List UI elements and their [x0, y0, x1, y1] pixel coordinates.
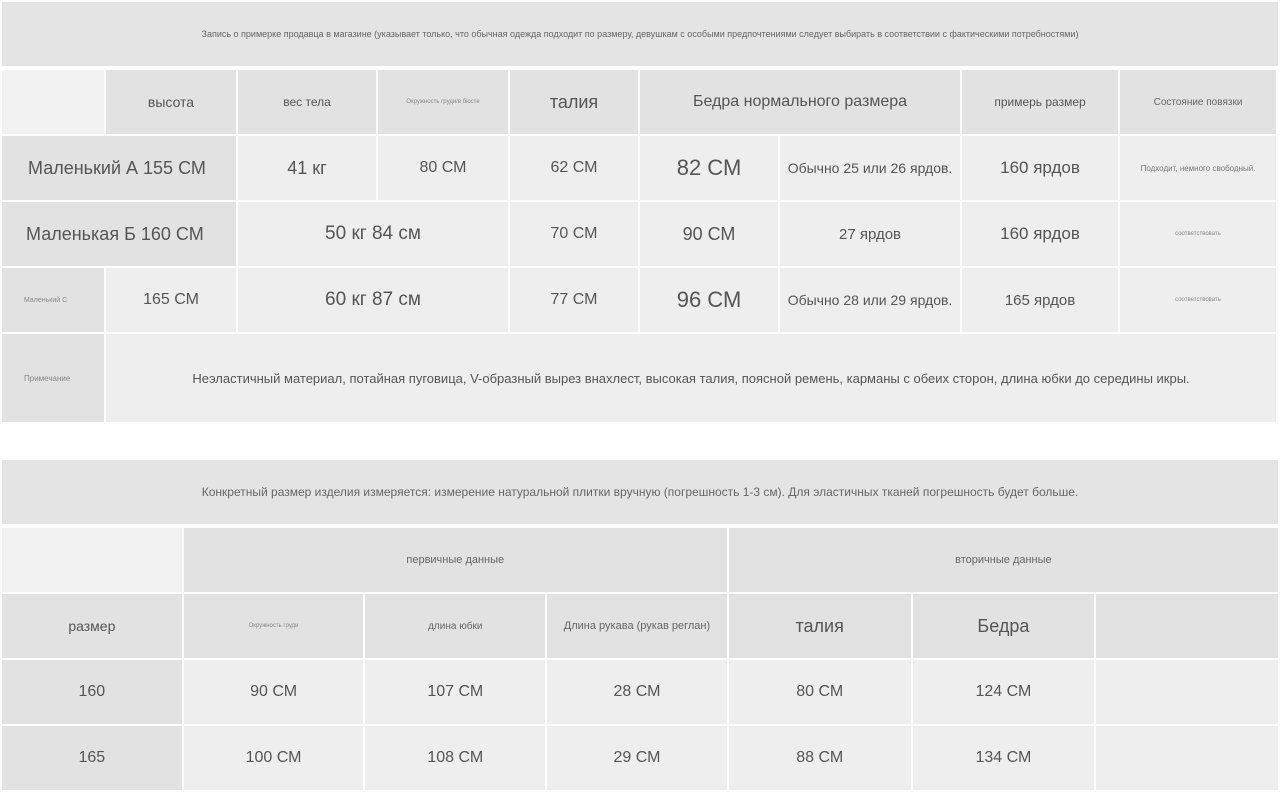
row-c-weight-bust: 60 кг 87 см	[238, 268, 508, 332]
size-165-label: 165	[2, 726, 182, 790]
header-waist: талия	[510, 70, 638, 134]
note-label: Примечание	[2, 334, 104, 422]
size-160-empty	[1096, 660, 1278, 724]
header-height: высота	[106, 70, 236, 134]
note-text: Неэластичный материал, потайная пуговица, V-образный вырез внахлест, высокая талия, поясной ремень, карманы с обеих сторон, длина юбки до середины икры.	[106, 334, 1276, 422]
header-fit-status: Состояние повязки	[1120, 70, 1276, 134]
row-b-label: Маленькая Б 160 СМ	[2, 202, 236, 266]
header-bust: Окружность груди/в бюсте	[378, 70, 508, 134]
row-a-fit: Подходит, немного свободный.	[1120, 136, 1276, 200]
size-160-label: 160	[2, 660, 182, 724]
fitting-row-b	[2, 202, 1276, 266]
row-b-weight-bust: 50 кг 84 см	[238, 202, 508, 266]
size-165-skirt: 108 СМ	[365, 726, 545, 790]
header-size: размер	[2, 594, 182, 658]
group-primary-data: первичные данные	[184, 528, 727, 592]
size-165-hips: 134 СМ	[913, 726, 1095, 790]
row-c-hips: 96 СМ	[640, 268, 778, 332]
row-c-label: Маленький С	[2, 268, 104, 332]
size-row-165	[2, 726, 1278, 790]
header-tryon-size: примерь размер	[962, 70, 1118, 134]
row-c-height: 165 СМ	[106, 268, 236, 332]
product-size-table	[0, 526, 1280, 792]
size-header-row	[2, 594, 1278, 658]
fitting-table	[0, 68, 1278, 424]
header-sleeve-length: Длина рукава (рукав реглан)	[547, 594, 727, 658]
row-a-waist: 62 СМ	[510, 136, 638, 200]
header-empty-cell	[1096, 594, 1278, 658]
row-b-hips: 90 СМ	[640, 202, 778, 266]
size-160-sleeve: 28 СМ	[547, 660, 727, 724]
row-a-tryon: 160 ярдов	[962, 136, 1118, 200]
size-160-waist: 80 СМ	[729, 660, 911, 724]
header-weight: вес тела	[238, 70, 376, 134]
row-b-normal-size: 27 ярдов	[780, 202, 960, 266]
row-c-tryon: 165 ярдов	[962, 268, 1118, 332]
size-165-sleeve: 29 СМ	[547, 726, 727, 790]
size-row-160	[2, 660, 1278, 724]
header-skirt-length: длина юбки	[365, 594, 545, 658]
row-a-label: Маленький А 155 СМ	[2, 136, 236, 200]
size-165-bust: 100 СМ	[184, 726, 364, 790]
header-waist-2: талия	[729, 594, 911, 658]
size-160-skirt: 107 СМ	[365, 660, 545, 724]
group-secondary-data: вторичные данные	[729, 528, 1278, 592]
row-a-normal-size: Обычно 25 или 26 ярдов.	[780, 136, 960, 200]
fitting-row-a	[2, 136, 1276, 200]
row-c-normal-size: Обычно 28 или 29 ярдов.	[780, 268, 960, 332]
row-a-hips: 82 СМ	[640, 136, 778, 200]
fitting-row-c	[2, 268, 1276, 332]
fitting-note-row	[2, 334, 1276, 422]
row-b-fit: соответствовать	[1120, 202, 1276, 266]
row-b-waist: 70 СМ	[510, 202, 638, 266]
group-header-row	[2, 528, 1278, 592]
size-160-hips: 124 СМ	[913, 660, 1095, 724]
fitting-record-banner: Запись о примерке продавца в магазине (указывает только, что обычная одежда подходит по размеру, девушкам с особыми предпочтениями следует выбирать в соответствии с фактическими потребностями)	[2, 2, 1278, 66]
group-corner-cell	[2, 528, 182, 592]
header-normal-hips: Бедра нормального размера	[640, 70, 960, 134]
measurement-banner: Конкретный размер изделия измеряется: измерение натуральной плитки вручную (погрешность 1-3 см). Для эластичных тканей погрешность будет больше.	[2, 460, 1278, 524]
size-160-bust: 90 СМ	[184, 660, 364, 724]
size-165-waist: 88 СМ	[729, 726, 911, 790]
fitting-header-row	[2, 70, 1276, 134]
row-c-waist: 77 СМ	[510, 268, 638, 332]
row-a-weight: 41 кг	[238, 136, 376, 200]
row-c-fit: соответствовать	[1120, 268, 1276, 332]
header-hips-2: Бедра	[913, 594, 1095, 658]
header-corner-cell	[2, 70, 104, 134]
size-165-empty	[1096, 726, 1278, 790]
row-b-tryon: 160 ярдов	[962, 202, 1118, 266]
row-a-bust: 80 СМ	[378, 136, 508, 200]
header-bust-2: Окружность груди	[184, 594, 364, 658]
